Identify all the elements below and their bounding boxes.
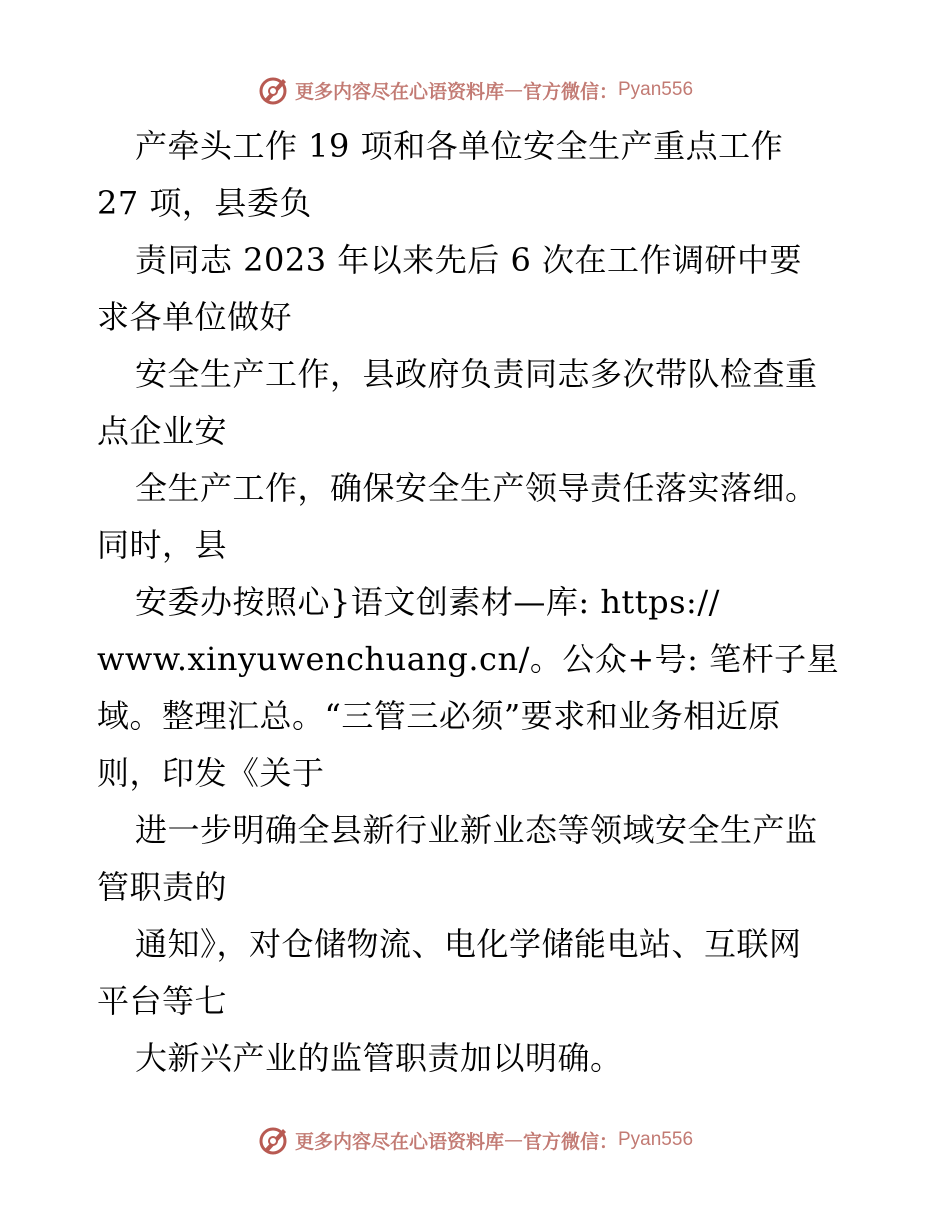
body-line: 则，印发《关于 xyxy=(97,754,325,792)
body-line: 求各单位做好 xyxy=(97,298,293,336)
body-line: 安全生产工作，县政府负责同志多次带队检查重 xyxy=(135,355,818,393)
body-line: 通知》，对仓储物流、电化学储能电站、互联网 xyxy=(135,925,802,963)
header-text-cn2: 官方微信： xyxy=(522,80,618,103)
body-line: 全生产工作，确保安全生产领导责任落实落细。 xyxy=(135,469,818,507)
footer-separator: — xyxy=(503,1129,523,1151)
body-line: 点企业安 xyxy=(97,412,228,450)
body-line: 产牵头工作 19 项和各单位安全生产重点工作 xyxy=(135,127,784,165)
header-wechat-id: Pyan556 xyxy=(618,79,694,100)
footer-wechat-id: Pyan556 xyxy=(618,1129,694,1150)
body-line: 管职责的 xyxy=(97,868,228,906)
footer-watermark xyxy=(0,1120,950,1160)
body-line: 进一步明确全县新行业新业态等领域安全生产监 xyxy=(135,811,818,849)
body-line: 27 项，县委负 xyxy=(97,184,312,222)
body-line: 安委办按照心}语文创素材—库: https:// xyxy=(135,583,720,621)
body-line: 责同志 2023 年以来先后 6 次在工作调研中要 xyxy=(135,241,802,279)
footer-text-cn: 更多内容尽在心语资料库 xyxy=(294,1130,504,1153)
body-line: 同时，县 xyxy=(97,526,228,564)
body-line: 大新兴产业的监管职责加以明确。 xyxy=(135,1039,623,1077)
footer-text-cn2: 官方微信： xyxy=(522,1130,618,1153)
body-line: www.xinyuwenchuang.cn/。公众+号: 笔杆子星 xyxy=(97,640,840,678)
pen-on-circle-logo-icon xyxy=(257,73,291,107)
header-separator: — xyxy=(503,79,523,101)
header-text-cn: 更多内容尽在心语资料库 xyxy=(294,80,504,103)
body-line: 平台等七 xyxy=(97,982,228,1020)
header-watermark xyxy=(0,70,950,110)
document-body xyxy=(97,118,857,1087)
pen-on-circle-logo-icon xyxy=(257,1123,291,1157)
body-line: 域。整理汇总。“三管三必须”要求和业务相近原 xyxy=(97,697,781,735)
